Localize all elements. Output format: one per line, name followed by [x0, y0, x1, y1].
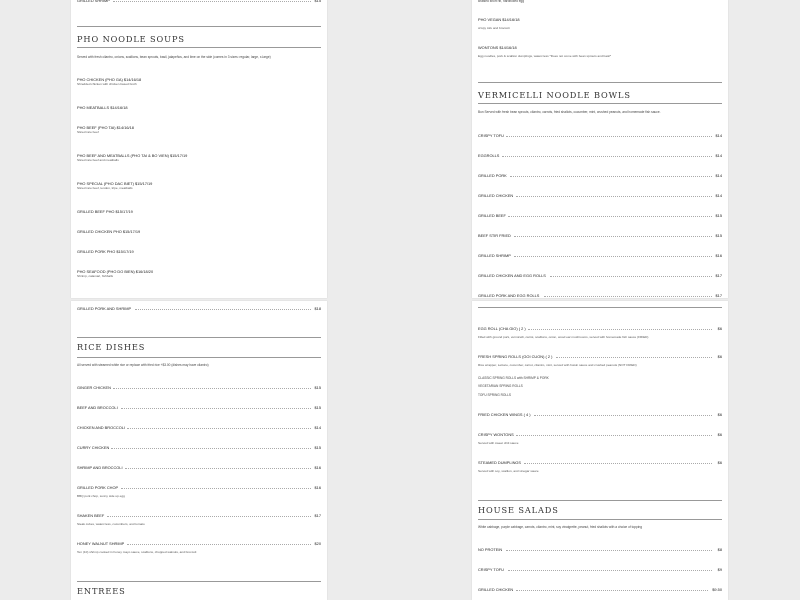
item-price: $6 [717, 326, 722, 331]
item-price: $20 [314, 541, 321, 546]
menu-item [478, 133, 722, 139]
item-name: FRIED CHICKEN WINGS ( 4 ) [478, 412, 531, 417]
section-title: VERMICELLI NOODLE BOWLS [478, 90, 631, 100]
section-title: ENTREES [77, 586, 126, 596]
section-rule [77, 357, 321, 358]
item-price: $14 [715, 133, 722, 138]
item-name: WONTONS $14/16/18 [478, 45, 517, 50]
menu-item [478, 153, 722, 159]
leader-dots [111, 448, 311, 449]
section-description: White cabbage, purple cabbage, carrots, cilantro, mint, soy vinaigrette, peanut, fried shallots with a choice of topping [478, 525, 643, 529]
menu-item [478, 412, 722, 418]
item-price: $17 [314, 513, 321, 518]
menu-page-bottom-right [472, 301, 728, 600]
item-name: BEEF AND BROCCOLI [77, 405, 118, 410]
menu-item [77, 105, 321, 111]
item-name: HONEY WALNUT SHRIMP [77, 541, 125, 546]
item-price: $15 [715, 213, 722, 218]
item-name: PHO CHICKEN (PHO GA) $14/16/18 [77, 77, 142, 82]
item-name: FRESH SPRING ROLLS (GOI CUON) ( 2 ) [478, 354, 553, 359]
item-price: $6 [717, 432, 722, 437]
item-description: Sliced rare beef, tendon, tripe, meatballs [77, 186, 133, 190]
leader-dots [113, 388, 311, 389]
menu-item [77, 229, 321, 235]
leader-dots [508, 216, 712, 217]
leader-dots [510, 176, 712, 177]
menu-page-bottom-left [71, 301, 327, 600]
menu-item [77, 77, 321, 86]
item-price: $14 [715, 193, 722, 198]
item-description: Steak cubes, watercress, cucumbers, and tomato [77, 522, 145, 526]
item-name: STEAMED DUMPLINGS [478, 460, 522, 465]
item-price: $9 [717, 567, 722, 572]
menu-item [77, 153, 321, 162]
menu-item [77, 513, 321, 526]
item-price: $17 [715, 293, 722, 298]
item-price: $15 [715, 233, 722, 238]
menu-item [77, 405, 321, 411]
menu-item [478, 45, 722, 58]
section-rule [77, 337, 321, 338]
menu-item [478, 460, 722, 473]
leader-dots [506, 136, 712, 137]
item-price: $9.50 [712, 587, 722, 592]
menu-item [77, 181, 321, 190]
item-description: crispy tofu and broccoli [478, 26, 510, 30]
item-name: GRILLED PORK AND SHRIMP [77, 306, 132, 311]
menu-item [478, 587, 722, 593]
item-name: EGG ROLL (CHA GIO) ( 2 ) [478, 326, 526, 331]
section-rule [478, 307, 722, 308]
leader-dots [135, 309, 311, 310]
spring-roll-option: TOFU SPRING ROLLS [478, 393, 512, 397]
item-name: CRISPY WONTONS [478, 432, 514, 437]
item-price: $15 [314, 385, 321, 390]
item-price: $6 [717, 354, 722, 359]
menu-item [77, 209, 321, 215]
item-price: $16 [314, 465, 321, 470]
item-description: BBQ pork chop, sunny side up egg [77, 494, 125, 498]
item-name: GRILLED CHICKEN AND EGG ROLLS [478, 273, 546, 278]
menu-item [478, 547, 722, 553]
section-description: Served with fresh cilantro, onions, scallions, bean sprouts, basil, jalapeños, and lime on the side (comes in 3 sizes: regular, large, x-large) [77, 55, 271, 59]
item-price: $16 [715, 253, 722, 258]
section-title: HOUSE SALADS [478, 505, 559, 515]
menu-page-top-left [71, 0, 327, 298]
leader-dots [121, 488, 311, 489]
section-title: RICE DISHES [77, 342, 146, 352]
leader-dots [107, 516, 311, 517]
menu-item [478, 432, 722, 445]
item-name: GRILLED CHICKEN PHO $15/17/19 [77, 229, 141, 234]
menu-item [478, 193, 722, 199]
menu-item [77, 541, 321, 554]
item-description: Ten (10) shrimp cooked in honey mayo sauce, scallions, chopped walnuts, and broccoli [77, 550, 197, 554]
item-name: GRILLED SHRIMP [478, 253, 511, 258]
menu-page-top-right [472, 0, 728, 298]
section-rule [478, 519, 722, 520]
item-name: SHRIMP AND BROCCOLI [77, 465, 123, 470]
item-name: CHICKEN AND BROCCOLI [77, 425, 125, 430]
menu-item [478, 213, 722, 219]
item-name: GRILLED CHICKEN [478, 587, 514, 592]
menu-item [478, 354, 722, 367]
item-name: PHO BEEF AND MEATBALLS (PHO TAI & BO VIEN) $15/17/19 [77, 153, 188, 158]
item-name: GRILLED CHICKEN [478, 193, 514, 198]
item-description: Shredded chicken with chicken based broth [77, 82, 137, 86]
item-description: Filled with ground pork, vermicelli, carrot, scallions, onion, wood ear mushrooms, served with homemade fish sauce (FRIED) [478, 335, 649, 339]
item-name: PHO BEEF (PHO TAI) $14/16/18 [77, 125, 134, 130]
item-description: Rice wrapper, Lettuce, cucumber, carrot, cilantro, mint, served with hoisin sauce and crushed peanuts (NOT FRIED) [478, 363, 637, 367]
item-name: GINGER CHICKEN [77, 385, 111, 390]
item-price: $6 [717, 460, 722, 465]
leader-dots [127, 428, 311, 429]
menu-item [77, 445, 321, 451]
item-name: GRILLED PORK CHOP [77, 485, 119, 490]
item-name: GRILLED PORK [478, 173, 507, 178]
item-name: SHAKEN BEEF [77, 513, 105, 518]
leader-dots [550, 276, 712, 277]
item-price: $14 [314, 425, 321, 430]
menu-item [478, 17, 722, 30]
leader-dots [556, 357, 712, 358]
leader-dots [516, 590, 708, 591]
menu-item [478, 293, 722, 298]
section-description: Bun Served with fresh bean sprouts, cilantro, carrots, fried shallots, cucumber, mint, crushed peanuts, and homemade fish sauce. [478, 110, 661, 114]
menu-item [478, 567, 722, 573]
leader-dots [502, 156, 712, 157]
section-rule [77, 581, 321, 582]
item-price: $15 [314, 445, 321, 450]
item-description: Shrimp, calamari, fishballs [77, 274, 114, 278]
section-rule [77, 47, 321, 48]
leader-dots [506, 550, 712, 551]
spring-roll-option: VEGETARIAN SPRING ROLLS [478, 384, 523, 388]
item-name: PHO SPECIAL (PHO DAC BIET) $15/17/19 [77, 181, 153, 186]
item-name: PHO SEAFOOD (PHO DO BIEN) $16/18/20 [77, 269, 154, 274]
item-name: BEEF STIR FRIED [478, 233, 511, 238]
item-name: GRILLED SHRIMP [77, 0, 110, 3]
item-description: Braised short rib, hardboiled egg [478, 0, 525, 3]
item-name: EGGROLLS [478, 153, 500, 158]
leader-dots [516, 196, 712, 197]
leader-dots [121, 408, 311, 409]
menu-item [77, 425, 321, 431]
section-rule [478, 82, 722, 83]
item-name: CRISPY TOFU [478, 133, 504, 138]
menu-item [478, 253, 722, 259]
spring-roll-option: CLASSIC SPRING ROLLS with SHRIMP & PORK [478, 376, 549, 380]
leader-dots [544, 296, 712, 297]
menu-item [478, 233, 722, 239]
item-description: Served with sweet chili sauce [478, 441, 519, 445]
item-price: $17 [715, 273, 722, 278]
item-name: NO PROTEIN [478, 547, 503, 552]
item-name: GRILLED BEEF [478, 213, 506, 218]
item-price: $15 [314, 405, 321, 410]
section-rule [77, 26, 321, 27]
leader-dots [528, 329, 712, 330]
menu-item [77, 0, 321, 3]
menu-item [478, 173, 722, 179]
section-title: PHO NOODLE SOUPS [77, 34, 185, 44]
menu-item [77, 465, 321, 471]
leader-dots [514, 236, 712, 237]
item-description: Served with soy, scallion, and vinegar sauce [478, 469, 539, 473]
leader-dots [516, 435, 712, 436]
menu-item [478, 326, 722, 339]
leader-dots [113, 1, 311, 2]
item-name: CURRY CHICKEN [77, 445, 110, 450]
item-price: $8 [717, 547, 722, 552]
item-description: Sliced rare beef and meatballs [77, 158, 119, 162]
leader-dots [534, 415, 712, 416]
item-description: Egg noodles, pork & scallion dumplings, watercress *Does not come with bean sprouts and basil* [478, 54, 612, 58]
section-rule [478, 103, 722, 104]
section-rule [478, 500, 722, 501]
item-price: $16 [314, 485, 321, 490]
menu-item [77, 125, 321, 134]
item-name: CRISPY TOFU [478, 567, 504, 572]
menu-item [478, 273, 722, 279]
menu-item [77, 269, 321, 278]
item-price: $6 [717, 412, 722, 417]
leader-dots [508, 570, 712, 571]
item-name: GRILLED PORK PHO $15/17/19 [77, 249, 134, 254]
item-price: $14 [715, 173, 722, 178]
leader-dots [125, 468, 311, 469]
menu-item [77, 385, 321, 391]
item-name: GRILLED PORK AND EGG ROLLS [478, 293, 540, 298]
item-price: $18 [314, 306, 321, 311]
menu-item [77, 306, 321, 312]
item-name: PHO VEGAN $14/16/18 [478, 17, 520, 22]
item-description: Sliced rare beef [77, 130, 99, 134]
menu-item [77, 249, 321, 255]
section-description: All served with steamed white rice or replace with fried rice +$3.00 (dishes may have cilantro) [77, 363, 209, 367]
item-name: GRILLED BEEF PHO $15/17/19 [77, 209, 133, 214]
item-price: $14 [715, 153, 722, 158]
item-price: $15 [314, 0, 321, 3]
menu-item [77, 485, 321, 498]
leader-dots [524, 463, 712, 464]
item-name: PHO MEATBALLS $14/16/18 [77, 105, 128, 110]
leader-dots [514, 256, 712, 257]
leader-dots [127, 544, 311, 545]
